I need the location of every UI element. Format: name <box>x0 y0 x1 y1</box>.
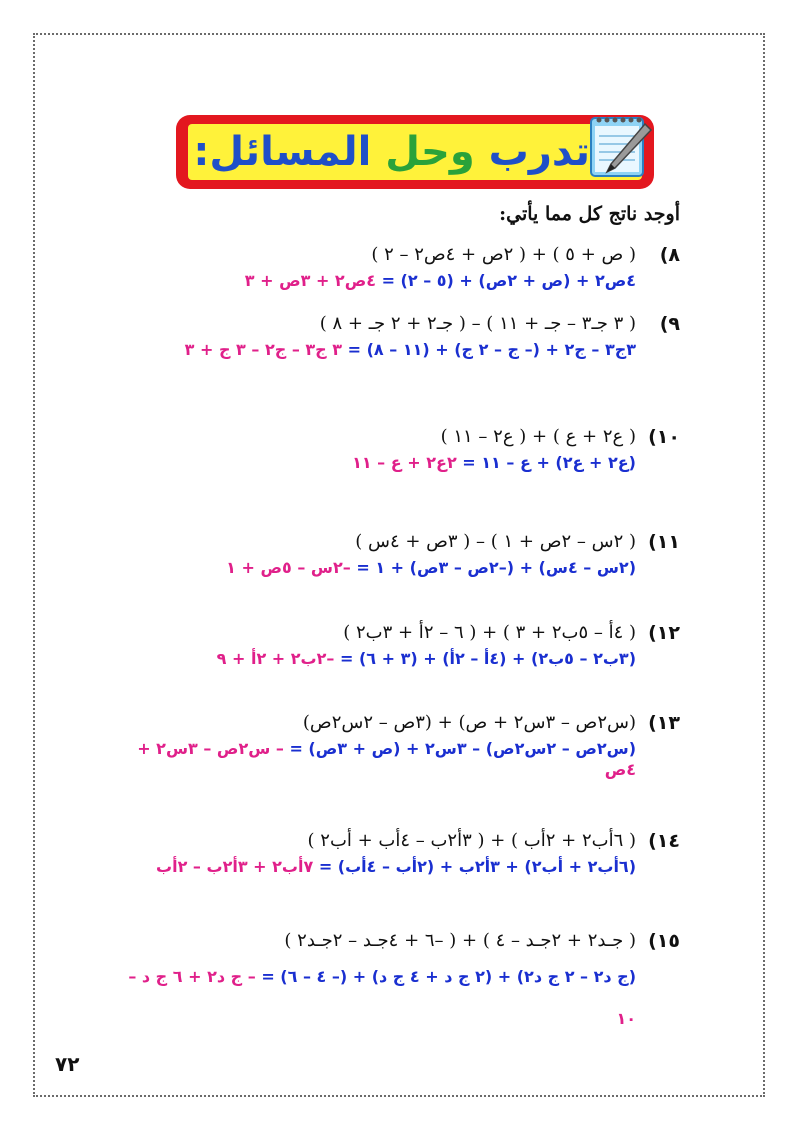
solution-result: ٧أب٢ + ٣أ٢ب – ٢أب <box>156 857 314 876</box>
problem-number: ٨) <box>659 244 680 266</box>
solution-steps: ٤ص٢ + (ص + ٢ص) + (٥ – ٢) = <box>381 271 636 290</box>
solution-steps: (س٢ص – ٢س٢ص) – ٣س٢ + (ص + ٣ص) = <box>289 739 636 758</box>
solution-steps: (ع٢ + ع٢) + ع – ١١ = <box>462 453 636 472</box>
problem-expression: ( جـد٢ + ٢جـد – ٤ ) + ( –٦ + ٤جـد – ٢جـد٢ ) <box>284 930 636 951</box>
solution-result: –٢س – ٥ص + ١ <box>226 558 351 577</box>
solution-steps: (٣ب٢ – ٥ب٢) + (٤أ – ٢أ) + (٣ + ٦) = <box>339 649 636 668</box>
solution-line <box>116 956 636 1040</box>
problem-number: ١٣) <box>648 712 680 734</box>
problem-number: ١٥) <box>648 930 680 952</box>
solution-result: –٢ب٢ + ٢أ + ٩ <box>216 649 335 668</box>
problem-expression: ( ٤أ – ٥ب٢ + ٣ ) + ( ٦ – ٢أ + ٣ب٢ ) <box>343 622 636 643</box>
solution-line <box>116 738 636 780</box>
problem-expression: ( ص + ٥ ) + ( ٢ص + ٤ص٢ – ٢ ) <box>371 244 636 265</box>
notepad-icon <box>585 110 657 182</box>
solution-steps: (٦أب٢ + أب٢) + ٣أ٢ب + (٢أب – ٤أب) = <box>318 857 636 876</box>
problem-expression: ( ٢س – ٢ص + ١ ) – ( ٣ص + ٤س ) <box>355 531 636 552</box>
solution-result: ٤ص٢ + ٣ص + ٣ <box>244 271 376 290</box>
problem-number: ١٤) <box>648 830 680 852</box>
solution-line <box>116 557 636 578</box>
problem-expression: ( ٦أب٢ + ٢أب ) + ( ٣أ٢ب – ٤أب + أب٢ ) <box>307 830 636 851</box>
solution-result: – س٢ص – ٣س٢ + ٤ص <box>137 739 636 779</box>
solution-line <box>116 339 636 360</box>
banner-word-3: المسائل: <box>193 129 372 175</box>
problem-expression: ( ٣ جـ٣ – جـ + ١١ ) – ( جـ٢ + ٢ جـ + ٨ ) <box>319 313 636 334</box>
solution-steps: (٢س – ٤س) + (–٢ص – ٣ص) + ١ = <box>356 558 636 577</box>
problem-number: ١١) <box>648 531 680 553</box>
problem-expression: (س٢ص – ٣س٢ + ص) + (٣ص – ٢س٢ص) <box>302 712 636 733</box>
problem-expression: ( ع٢ + ع ) + ( ع٢ – ١١ ) <box>440 426 636 447</box>
problem-number: ١٢) <box>648 622 680 644</box>
banner-title <box>193 114 590 190</box>
solution-result: – ج د٢ + ٦ ج د – ١٠ <box>128 967 636 1028</box>
instruction-text: أوجد ناتج كل مما يأتي: <box>499 203 680 225</box>
solution-line <box>116 452 636 473</box>
solution-steps: ٣ج٣ – ج٢ + (– ج – ٢ ج) + (١١ – ٨) = <box>347 340 636 359</box>
page-number: ٧٢ <box>55 1052 80 1076</box>
problem-number: ٩) <box>659 313 680 335</box>
solution-line <box>116 270 636 291</box>
solution-result: ٣ ج٣ – ج٢ – ٣ ج + ٣ <box>184 340 343 359</box>
solution-result: ٢ع٢ + ع – ١١ <box>352 453 457 472</box>
solution-steps: (ج د٢ – ٢ ج د٢) + (٢ ج د + ٤ ج د) + (– ٤ – ٦) = <box>261 967 636 986</box>
banner-word-1: تدرب <box>488 129 590 175</box>
solution-line <box>116 648 636 669</box>
banner-word-2: وحل <box>385 129 475 175</box>
solution-line <box>116 856 636 877</box>
problem-number: ١٠) <box>648 426 680 448</box>
